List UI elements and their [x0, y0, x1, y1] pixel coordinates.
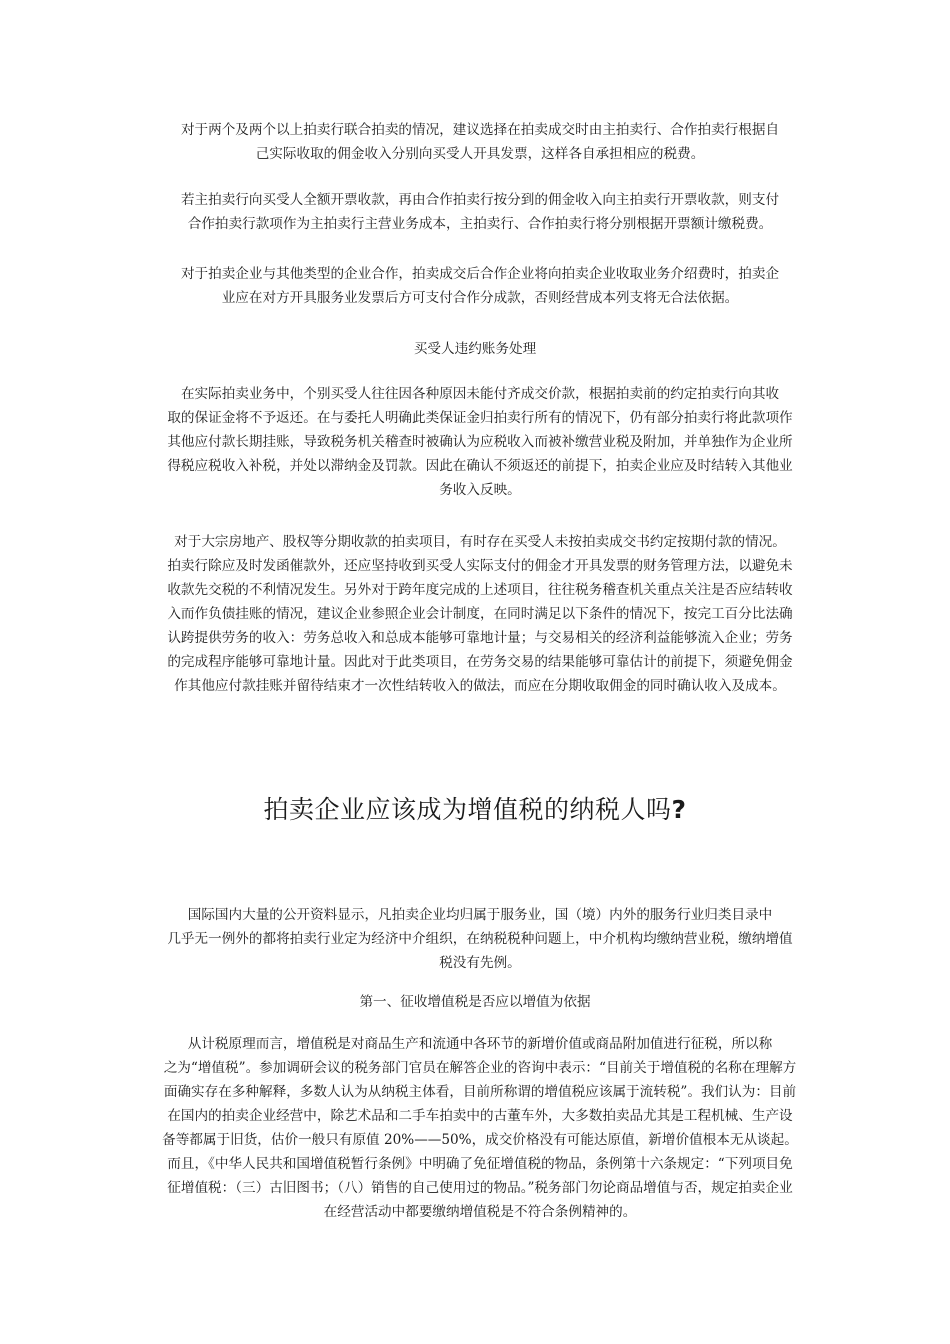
text-line: 而且，《中华人民共和国增值税暂行条例》中明确了免征增值税的物品，条例第十六条规定：“下列项目免 [167, 1156, 793, 1172]
paragraph-buyer-default [140, 382, 820, 502]
article-title-text: 拍卖企业应该成为增值税的纳税人吗 [263, 795, 672, 824]
text-line: 在国内的拍卖企业经营中，除艺术品和二手车拍卖中的古董车外，大多数拍卖品尤其是工程机械、生产设 [167, 1108, 793, 1124]
text-line: 对于拍卖企业与其他类型的企业合作，拍卖成交后合作企业将向拍卖企业收取业务介绍费时，拍卖企 [180, 266, 780, 282]
text-line: 国际国内大量的公开资料显示，凡拍卖企业均归属于服务业，国（境）内外的服务行业归类目录中 [187, 907, 773, 923]
text-line: 作其他应付款挂账并留待结束才一次性结转收入的做法，而应在分期收取佣金的同时确认收入及成本。 [174, 678, 786, 694]
text-line: 拍卖行除应及时发函催款外，还应坚持收到买受人实际支付的佣金才开具发票的财务管理方法，以避免未 [167, 558, 793, 574]
text-line: 收款先交税的不利情况发生。另外对于跨年度完成的上述项目，往往税务稽查机关重点关注是否应结转收 [167, 582, 793, 598]
paragraph-vat-principle [140, 1032, 820, 1224]
paragraph-cooperation [140, 262, 820, 310]
text-line: 对于两个及两个以上拍卖行联合拍卖的情况，建议选择在拍卖成交时由主拍卖行、合作拍卖行根据自 [180, 122, 780, 138]
article-title-question-mark: ? [671, 795, 687, 824]
text-line: 对于大宗房地产、股权等分期收款的拍卖项目，有时存在买受人未按拍卖成交书约定按期付款的情况。 [174, 534, 786, 550]
text-line: 面确实存在多种解释，多数人认为从纳税主体看，目前所称谓的增值税应该属于流转税”。我们认为：目前 [163, 1084, 797, 1100]
text-line: 之为“增值税”。参加调研会议的税务部门官员在解答企业的咨询中表示：“目前关于增值税的名称在理解方 [163, 1060, 797, 1076]
text-line: 己实际收取的佣金收入分别向买受人开具发票，这样各自承担相应的税费。 [255, 146, 705, 162]
text-line: 其他应付款长期挂账，导致税务机关稽查时被确认为应税收入而被补缴营业税及附加，并单独作为企业所 [167, 434, 793, 450]
text-line: 在实际拍卖业务中，个别买受人往往因各种原因未能付齐成交价款，根据拍卖前的约定拍卖行向其收 [180, 386, 780, 402]
paragraph-installment [140, 530, 820, 698]
text-line: 业应在对方开具服务业发票后方可支付合作分成款，否则经营成本列支将无合法依据。 [221, 290, 739, 306]
text-line: 税没有先例。 [439, 955, 521, 971]
text-line: 得税应税收入补税，并处以滞纳金及罚款。因此在确认不须返还的前提下，拍卖企业应及时结转入其他业 [167, 458, 793, 474]
text-line: 的完成程序能够可靠地计量。因此对于此类项目，在劳务交易的结果能够可靠估计的前提下，须避免佣金 [167, 654, 793, 670]
paragraph-joint-auction [140, 118, 820, 166]
text-line: 取的保证金将不予返还。在与委托人明确此类保证金归拍卖行所有的情况下，仍有部分拍卖行将此款项作 [167, 410, 793, 426]
section-heading-buyer-default: 买受人违约账务处理 [413, 341, 537, 357]
text-line: 从计税原理而言，增值税是对商品生产和流通中各环节的新增价值或商品附加值进行征税，所以称 [187, 1036, 773, 1052]
text-line: 几乎无一例外的都将拍卖行业定为经济中介组织，在纳税税种问题上，中介机构均缴纳营业税，缴纳增值 [167, 931, 793, 947]
paragraph-intro [140, 903, 820, 975]
text-line: 在经营活动中都要缴纳增值税是不符合条例精神的。 [323, 1204, 637, 1220]
text-line: 入而作负债挂账的情况，建议企业参照企业会计制度，在同时满足以下条件的情况下，按完工百分比法确 [167, 606, 793, 622]
text-line: 若主拍卖行向买受人全额开票收款，再由合作拍卖行按分到的佣金收入向主拍卖行开票收款，则支付 [180, 192, 780, 208]
section-heading-vat-basis: 第一、征收增值税是否应以增值为依据 [359, 994, 591, 1010]
text-line: 务收入反映。 [439, 482, 521, 498]
article-title [0, 794, 950, 826]
paragraph-full-invoice [140, 188, 820, 236]
text-line: 备等都属于旧货，估价一般只有原值 20%——50%，成交价格没有可能达原值，新增价值根本无从谈起。 [162, 1132, 798, 1148]
text-line: 认跨提供劳务的收入：劳务总收入和总成本能够可靠地计量；与交易相关的经济利益能够流入企业；劳务 [167, 630, 793, 646]
text-line: 合作拍卖行款项作为主拍卖行主营业务成本，主拍卖行、合作拍卖行将分别根据开票额计缴税费。 [187, 216, 773, 232]
text-line: 征增值税：（三）古旧图书；（八）销售的自己使用过的物品。”税务部门勿论商品增值与否，规定拍卖企业 [167, 1180, 793, 1196]
